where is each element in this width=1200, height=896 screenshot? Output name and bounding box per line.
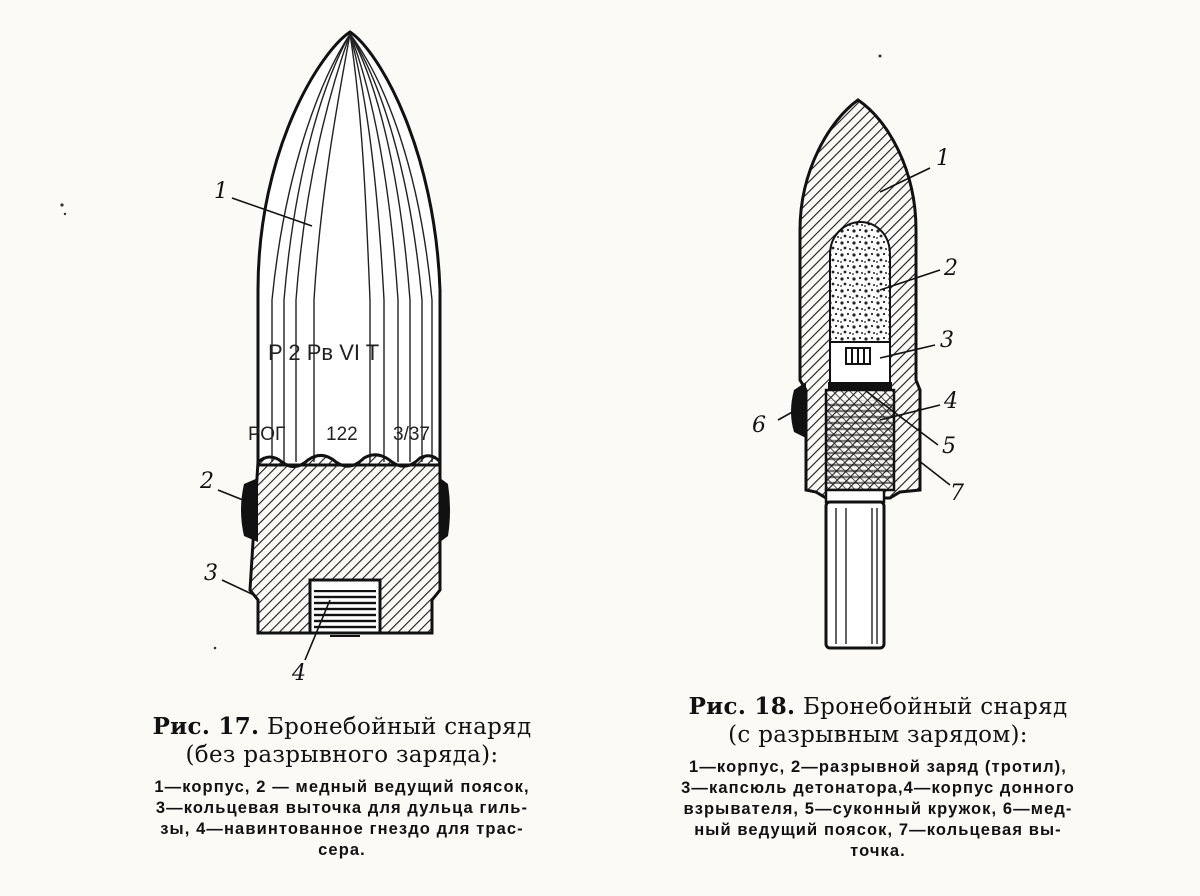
fig17-caption-title-text: Бронебойный снаряд [266, 714, 532, 740]
fig17-legend-line: 3—кольцевая выточка для дульца гиль- [155, 799, 529, 817]
fig18-fuze-stem [826, 490, 884, 502]
fig18-label-5: 5 [942, 434, 956, 459]
fig18-label-2: 2 [944, 256, 958, 281]
fig17-caption-subtitle: (без разрывного заряда): [185, 742, 499, 768]
fig17-label-4: 4 [292, 661, 306, 686]
fig17-label-2: 2 [200, 469, 214, 494]
fig17-caption-title [82, 713, 602, 741]
fig17-driving-band-left [241, 478, 258, 542]
fig18-caption [612, 693, 1144, 862]
fig18-caption-number: Рис. 18. [688, 693, 796, 720]
fig17-marking-center: 122 [326, 424, 358, 445]
fig18-label-7: 7 [950, 481, 964, 506]
fig17-marking-left: РОГ [248, 424, 286, 445]
fig17-caption-number: Рис. 17. [152, 713, 260, 740]
fig17-legend-line: зы, 4—навинтованное гнездо для трас- [160, 820, 524, 838]
fig18-legend-line: 3—капсюль детонатора,4—корпус донного [681, 779, 1075, 797]
fig17-legend-line: сера. [318, 841, 366, 859]
fig18-driving-band [791, 382, 806, 438]
fig18-legend-line: взрывателя, 5—суконный кружок, 6—мед- [683, 800, 1073, 818]
fig18-label-4: 4 [944, 389, 958, 414]
fig17-legend-line: 1—корпус, 2 — медный ведущий поясок, [154, 778, 530, 796]
fig17-body [258, 32, 440, 465]
fig17-caption-legend [82, 777, 602, 861]
fig18-caption-title-text: Бронебойный снаряд [802, 694, 1068, 720]
figure-18-shell [752, 100, 964, 648]
fig18-label-3: 3 [940, 328, 954, 353]
fig18-legend-line: ный ведущий поясок, 7—кольцевая вы- [694, 821, 1062, 839]
fig18-legend-line: точка. [850, 842, 906, 860]
fig18-caption-legend [612, 757, 1144, 862]
fig18-burster-charge [830, 222, 890, 345]
fig17-marking-right: 3/37 [393, 424, 430, 445]
fig18-caption-subtitle: (с разрывным зарядом): [728, 722, 1028, 748]
fig17-marking-line1: P 2 Pв VI T [268, 340, 380, 365]
fig17-label-1: 1 [214, 179, 228, 204]
fig17-caption [82, 713, 602, 861]
fig18-legend-line: 1—корпус, 2—разрывной заряд (тротил), [689, 758, 1067, 776]
fig18-label-6: 6 [752, 413, 766, 438]
fig17-driving-band-right [440, 478, 450, 542]
fig17-label-3: 3 [204, 561, 218, 586]
figure-17-shell [199, 32, 450, 686]
fig18-label-1: 1 [936, 146, 950, 171]
fig18-caption-title [612, 693, 1144, 721]
